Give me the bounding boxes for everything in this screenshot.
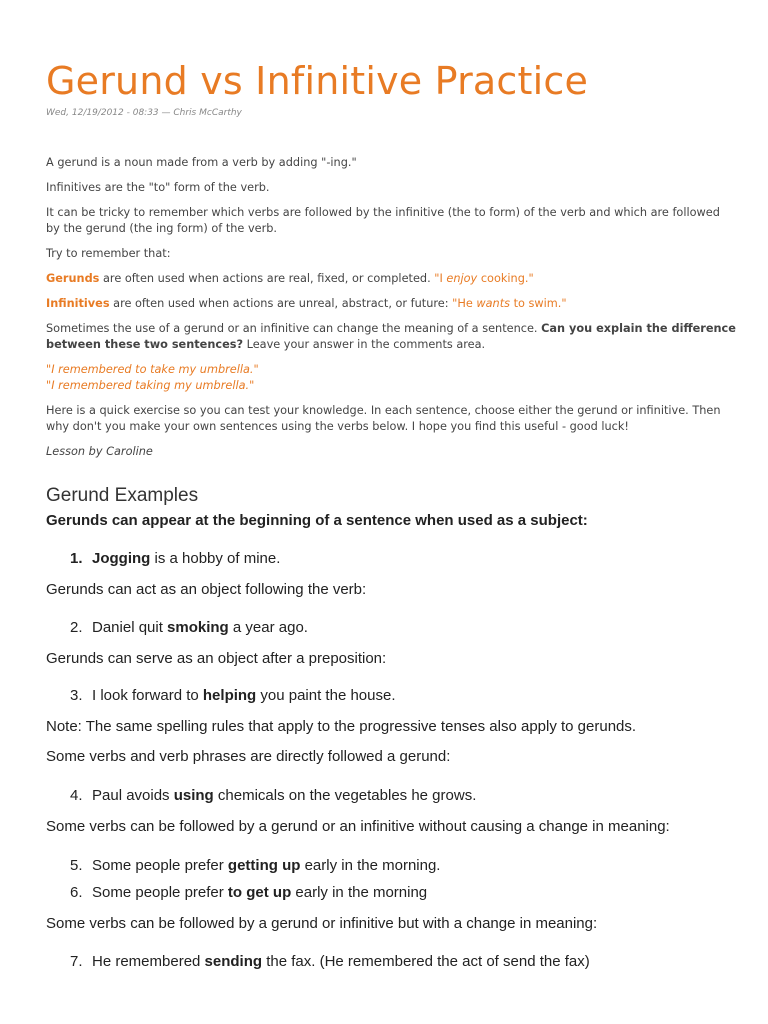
gerunds-term: Gerunds (46, 272, 100, 285)
list-number: 3. (70, 687, 83, 704)
list-item (46, 883, 736, 902)
page-title: Gerund vs Infinitive Practice (46, 59, 589, 103)
gerund-word: smoking (167, 619, 229, 636)
list-item (46, 856, 736, 875)
gerunds-quote-end: cooking." (477, 272, 534, 285)
list-item (46, 952, 736, 971)
list-number: 6. (70, 884, 83, 901)
infinitives-quote (452, 297, 566, 310)
spelling-note: Note: The same spelling rules that apply to the progressive tenses also apply to gerunds. (46, 718, 637, 735)
intro-section (46, 155, 736, 469)
infinitives-quote-verb: wants (476, 297, 511, 310)
list-item-text: Some people prefer (92, 884, 228, 901)
meaning-change-paragraph (46, 321, 736, 353)
section-heading: Gerund Examples (46, 485, 199, 506)
post-meta: Wed, 12/19/2012 - 08:33 — Chris McCarthy (46, 108, 242, 118)
list-item-text: the fax. (He remembered the act of send the fax) (262, 953, 590, 970)
example-lead-no-change: Some verbs can be followed by a gerund or an infinitive without causing a change in meaning: (46, 818, 670, 835)
byline: Lesson by Caroline (46, 445, 153, 458)
meaning-change-question: Can you explain the difference between these two sentences? (46, 322, 736, 351)
gerund-examples-section (46, 483, 736, 971)
list-item-text: Paul avoids (92, 787, 174, 804)
intro-infinitive-definition: Infinitives are the "to" form of the verb. (46, 181, 270, 194)
example-lead-change: Some verbs can be followed by a gerund or infinitive but with a change in meaning: (46, 915, 598, 932)
example-lead-object: Gerunds can act as an object following the verb: (46, 581, 367, 598)
infinitive-phrase: to get up (227, 884, 292, 901)
example-list-4 (46, 786, 736, 805)
intro-remember: Try to remember that: (46, 247, 171, 260)
list-number: 1. (70, 550, 83, 567)
example-lead-direct: Some verbs and verb phrases are directly followed a gerund: (46, 748, 451, 765)
list-item-text: Some people prefer (92, 857, 228, 874)
infinitives-quote-end: to swim." (510, 297, 567, 310)
example-lead-subject: Gerunds can appear at the beginning of a sentence when used as a subject: (46, 512, 588, 529)
example-list-6 (46, 952, 736, 971)
infinitives-rule-text: are often used when actions are unreal, abstract, or future: (109, 297, 453, 310)
list-number: 7. (70, 953, 83, 970)
example-quote-1: "I remembered to take my umbrella." (46, 363, 259, 376)
list-item (46, 686, 736, 705)
gerund-word: helping (202, 687, 257, 704)
gerund-word: using (173, 787, 214, 804)
list-item-text: chemicals on the vegetables he grows. (213, 787, 477, 804)
list-item (46, 786, 736, 805)
list-item-text: a year ago. (228, 619, 308, 636)
list-item-text: early in the morning (291, 884, 428, 901)
list-item-text: I look forward to (92, 687, 203, 704)
example-list-2 (46, 618, 736, 637)
intro-tricky-paragraph: It can be tricky to remember which verbs are followed by the infinitive (the to form) of the verb and which are followed by the gerund (the ing form) of the verb. (46, 206, 720, 235)
gerunds-quote-verb: enjoy (446, 272, 478, 285)
infinitives-term: Infinitives (46, 297, 110, 310)
example-lead-preposition: Gerunds can serve as an object after a preposition: (46, 650, 387, 667)
gerund-word: Jogging (92, 550, 151, 567)
gerunds-quote (434, 272, 533, 285)
meaning-change-instruction: Leave your answer in the comments area. (243, 338, 486, 351)
list-number: 2. (70, 619, 83, 636)
example-quote-2: "I remembered taking my umbrella." (46, 379, 255, 392)
example-list-3 (46, 686, 736, 705)
exercise-paragraph: Here is a quick exercise so you can test your knowledge. In each sentence, choose either the gerund or infinitive. Then why don't you make your own sentences using the verbs below. I hope you find this useful - good luck! (46, 404, 721, 433)
list-number: 4. (70, 787, 83, 804)
infinitives-rule (46, 296, 736, 312)
gerunds-rule (46, 271, 736, 287)
list-item-text: Daniel quit (92, 619, 168, 636)
gerunds-quote-start: "I (434, 272, 447, 285)
gerunds-rule-text: are often used when actions are real, fixed, or completed. (99, 272, 435, 285)
meaning-change-text: Sometimes the use of a gerund or an infinitive can change the meaning of a sentence. (46, 322, 542, 335)
list-item-text: early in the morning. (300, 857, 441, 874)
list-item-text: is a hobby of mine. (150, 550, 281, 567)
list-number: 5. (70, 857, 83, 874)
gerund-word: sending (204, 953, 263, 970)
list-item-text: you paint the house. (256, 687, 396, 704)
gerund-word: getting up (227, 857, 301, 874)
list-item (46, 549, 736, 568)
example-list-5 (46, 856, 736, 902)
infinitives-quote-start: "He (452, 297, 477, 310)
intro-gerund-definition: A gerund is a noun made from a verb by adding "-ing." (46, 156, 357, 169)
list-item-text: He remembered (92, 953, 205, 970)
list-item (46, 618, 736, 637)
example-list-1 (46, 549, 736, 568)
